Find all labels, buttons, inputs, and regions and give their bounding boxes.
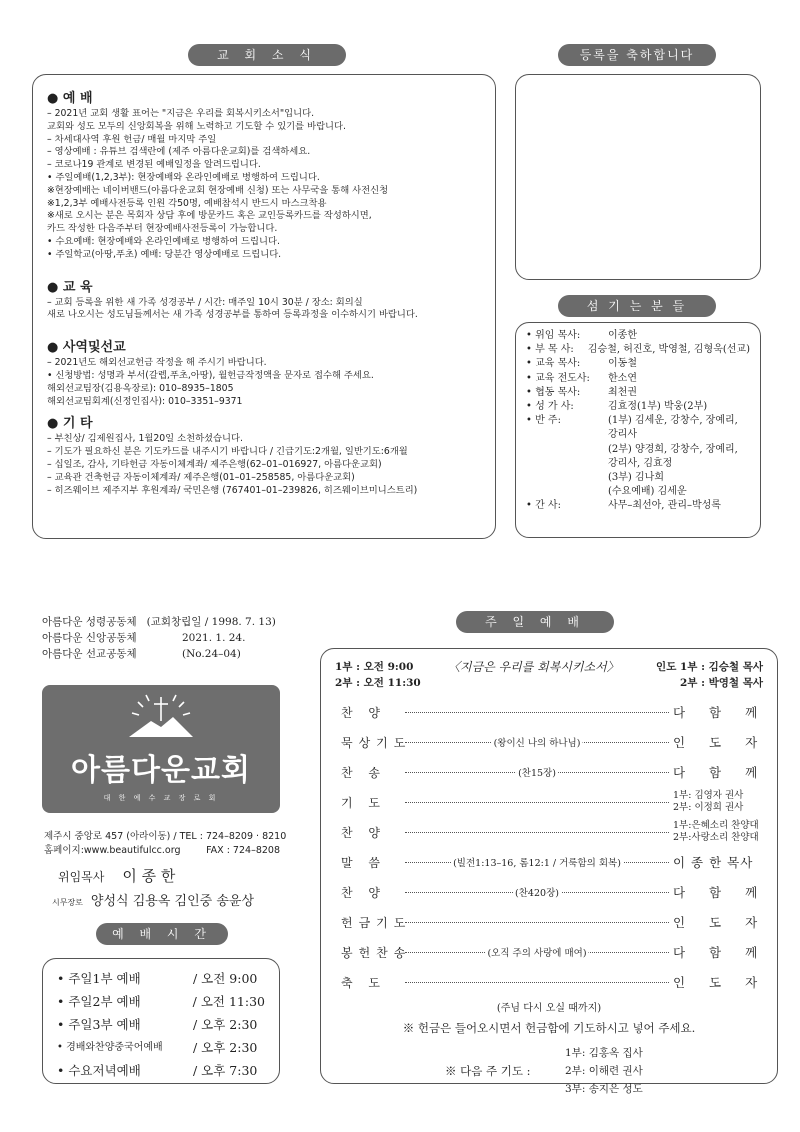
item-dots <box>405 922 669 923</box>
staff-name: 사무–최선아, 관리–박성록 <box>608 500 721 512</box>
item-name: 헌금기도 <box>341 915 412 930</box>
section-worship-title: ● 예 배 <box>47 91 93 106</box>
news-line: – 부친상/ 김제원집사, 1월20일 소천하셨습니다. <box>47 433 243 445</box>
closing-text: (주님 다시 오실 때까지) <box>496 1003 602 1014</box>
staff-name: (2부) 양경희, 강창수, 장예리, <box>608 443 738 455</box>
service-name: • 주일3부 예배 <box>57 1017 141 1032</box>
staff-name: 김승철, 허진호, 박영철, 김형욱(선교) <box>587 344 750 356</box>
staff-role: • 교육 목사: <box>526 358 581 370</box>
news-line: • 주일예배(1,2,3부): 현장예배와 온라인예배로 병행하여 드립니다. <box>47 171 320 183</box>
motto-1: 아름다운 성령공동체 <box>42 616 137 628</box>
item-leader: 인 도 자 <box>673 915 768 930</box>
staff-name: 강리사 <box>608 429 637 441</box>
item-detail: (왕이신 나의 하나님) <box>492 735 583 749</box>
fax-number: FAX : 724–8208 <box>206 845 280 856</box>
item-leader: 인 도 자 <box>673 975 768 990</box>
staff-role: • 성 가 사: <box>526 401 574 413</box>
worship-item <box>341 787 763 817</box>
leader-1: 인도 1부 : 김승철 목사 <box>656 661 763 673</box>
cross-mountain-icon <box>121 693 201 741</box>
news-line: – 기도가 필요하신 분은 기도카드를 내주시기 바랍니다 / 긴급기도:2개월, 일반기도:6개월 <box>47 446 408 458</box>
item-detail: (찬15장) <box>516 765 558 779</box>
section-etc-title: ● 기 타 <box>47 416 93 432</box>
next-prayer-item: 1부: 김홍옥 집사 <box>565 1047 643 1059</box>
item-name: 봉헌찬송 <box>341 945 412 960</box>
church-header <box>42 614 276 662</box>
item-name: 말 씀 <box>341 855 386 870</box>
staff-row <box>526 329 750 343</box>
staff-name: 한소연 <box>608 372 637 384</box>
news-line: – 2021년 교회 생활 표어는 "지금은 우리를 회복시키소서"입니다. <box>47 108 315 119</box>
item-detail: (오직 주의 사랑에 매여) <box>485 945 588 959</box>
service-name: • 수요저녁예배 <box>57 1063 141 1078</box>
service-time-row <box>57 967 265 990</box>
item-dots <box>405 832 669 833</box>
news-header: 교 회 소 식 <box>188 44 346 66</box>
worship-item <box>341 937 768 967</box>
worship-item <box>341 817 763 847</box>
logo-subtitle: 대 한 예 수 교 장 로 회 <box>103 794 219 802</box>
section-worship-list <box>47 108 481 262</box>
next-prayer-item: 2부: 이해련 권사 <box>565 1065 643 1077</box>
section-mission-list <box>47 357 481 408</box>
news-line: 새로 나오시는 성도님들께서는 새 가족 성경공부를 통하여 등록과정을 이수하시기 바랍니다. <box>47 309 418 321</box>
item-leader-2: 2부: 이정희 권사 <box>673 802 744 813</box>
news-line: • 수요예배: 현장예배와 온라인예배로 병행하여 드립니다. <box>47 235 280 247</box>
staff-header: 섬 기 는 분 들 <box>558 295 716 317</box>
worship-item <box>341 847 763 877</box>
item-name: 기 도 <box>341 795 386 810</box>
service-name: • 주일2부 예배 <box>57 994 141 1009</box>
staff-name: 김효정(1부) 박웅(2부) <box>608 401 708 413</box>
staff-role <box>526 471 608 485</box>
staff-role <box>526 443 608 457</box>
pastor-info <box>52 865 255 909</box>
item-leader: 인 도 자 <box>673 735 768 750</box>
item-leader-1: 1부:은혜소리 찬양대 <box>673 820 759 831</box>
staff-box <box>515 322 761 538</box>
staff-row <box>526 457 750 471</box>
item-dots <box>405 947 669 959</box>
news-line: 해외선교팀회계(신정인집사): 010–3351–9371 <box>47 395 243 407</box>
item-name: 찬 양 <box>341 885 386 900</box>
service-name: • 경배와찬양중국어예배 <box>57 1042 163 1053</box>
news-line: – 코로나19 관계로 변경된 예배일정을 알려드립니다. <box>47 159 261 171</box>
worship-items <box>335 697 768 997</box>
pastor-title: 위임목사 <box>58 870 105 884</box>
worship-item <box>341 877 768 907</box>
news-line: – 십일조, 감사, 기타헌금 자동이체계좌/ 제주은행(62–01–016927, 아름다운교회) <box>47 458 382 470</box>
item-name: 묵상기도 <box>341 735 412 750</box>
item-leader: 이 종 한 목사 <box>673 855 754 870</box>
staff-row <box>526 499 750 513</box>
staff-role <box>526 457 608 471</box>
service-time-row <box>57 1059 265 1082</box>
staff-role: • 협동 목사: <box>526 386 581 398</box>
worship-motto: 〈지금은 우리를 회복시키소서〉 <box>448 660 619 674</box>
worship-header: 주 일 예 배 <box>456 611 614 633</box>
staff-name: 이종한 <box>608 330 637 341</box>
item-leader <box>673 790 763 814</box>
item-name: 찬 양 <box>341 825 386 840</box>
founded-date: (교회창립일 / 1998. 7. 13) <box>146 616 276 628</box>
service-time: / 오전 11:30 <box>192 994 265 1009</box>
register-header: 등록을 축하합니다 <box>558 44 716 66</box>
staff-name: 이동철 <box>608 358 637 370</box>
staff-role: • 부 목 사: <box>526 344 574 356</box>
service-time: / 오후 7:30 <box>193 1063 258 1078</box>
staff-role <box>526 428 608 442</box>
bulletin-date: 2021. 1. 24. <box>182 632 246 644</box>
staff-row <box>526 443 750 457</box>
news-line: 카드 작성한 다음주부터 현장예배사전등록이 가능합니다. <box>47 223 278 235</box>
offering-note: ※ 헌금은 들어오시면서 헌금함에 기도하시고 넣어 주세요. <box>402 1021 696 1035</box>
staff-name: 최천권 <box>608 386 637 398</box>
worship-times-box <box>42 958 280 1084</box>
item-dots <box>405 887 669 899</box>
news-line: – 2021년도 해외선교헌금 작정을 해 주시기 바랍니다. <box>47 357 267 369</box>
item-leader-2: 2부:사랑소리 찬양대 <box>673 832 759 843</box>
section-education-list <box>47 297 481 323</box>
register-box <box>515 74 761 280</box>
news-line: – 교회 등록을 위한 새 가족 성경공부 / 시간: 매주일 10시 30분 / 장소: 회의실 <box>47 296 363 308</box>
service-time-1: 1부 : 오전 9:00 <box>335 661 414 673</box>
item-leader <box>673 820 763 844</box>
service-time-row <box>57 1013 265 1036</box>
staff-role: • 간 사: <box>526 500 561 512</box>
item-detail: (빌전1:13–16, 롬12:1 / 거룩함의 회복) <box>451 855 623 869</box>
homepage-link[interactable]: 홈페이지:www.beautifulcc.org <box>44 845 181 856</box>
staff-row <box>526 372 750 386</box>
staff-name: 강리사, 김효정 <box>608 457 673 469</box>
item-leader: 다 함 께 <box>673 765 768 780</box>
news-line: – 차세대사역 후원 헌금/ 매월 마지막 주일 <box>47 133 217 145</box>
staff-row <box>526 357 750 371</box>
address: 제주시 중앙로 457 (아라이동) / TEL : 724–8209 · 8210 <box>44 831 287 842</box>
pastor-name: 이 종 한 <box>122 867 176 885</box>
news-line: – 히즈웨이브 제주지부 후원계좌/ 국민은행 (767401–01–239826, 히즈웨이브미니스트리) <box>47 484 418 496</box>
staff-name: (3부) 김나희 <box>608 472 664 484</box>
item-name: 찬 송 <box>341 765 386 780</box>
news-line: 해외선교팀장(김용옥장로): 010–8935–1805 <box>47 382 234 394</box>
section-mission-title: ● 사역및선교 <box>47 340 126 356</box>
issue-number: (No.24–04) <box>182 648 241 660</box>
motto-3: 아름다운 선교공동체 <box>42 648 137 660</box>
service-time-row <box>57 1036 265 1059</box>
item-leader: 다 함 께 <box>673 705 768 720</box>
staff-row <box>526 400 750 414</box>
item-name: 축 도 <box>341 975 386 990</box>
news-line: – 영상예배 : 유튜브 검색란에 (제주 아름다운교회)를 검색하세요. <box>47 146 311 158</box>
next-prayer-label: ※ 다음 주 기도 : <box>445 1064 531 1078</box>
elders-title: 시무장로 <box>52 898 83 907</box>
staff-name: (1부) 김세운, 강창수, 장예리, <box>608 415 738 427</box>
news-line: • 주일학교(아땅,푸초) 예배: 당분간 영상예배로 드립니다. <box>47 248 282 260</box>
staff-role: • 반 주: <box>526 415 561 427</box>
service-time-row <box>57 990 265 1013</box>
news-box <box>32 74 496 539</box>
staff-row <box>526 471 750 485</box>
contact-info <box>44 830 286 858</box>
news-line: ※1,2,3부 예배사전등록 인원 각50명, 예배참석시 반드시 마스크착용 <box>47 197 327 209</box>
news-line: ※새로 오시는 분은 목회자 상담 후에 방문카드 혹은 교인등록카드를 작성하시면, <box>47 210 372 222</box>
staff-name: (수요예배) 김세운 <box>608 486 687 498</box>
worship-item <box>341 967 768 997</box>
worship-order-box <box>320 648 778 1095</box>
elders-names: 양성식 김용옥 김인중 송윤상 <box>90 894 255 909</box>
staff-role: • 위임 목사: <box>526 330 581 341</box>
item-dots <box>405 982 669 983</box>
staff-row <box>526 485 750 499</box>
item-name: 찬 양 <box>341 705 386 720</box>
news-line: ※현장예배는 네이버밴드(아름다운교회 현장예배 신청) 또는 사무국을 통해 사전신청 <box>47 184 389 196</box>
section-etc-list <box>47 433 481 497</box>
service-time: / 오후 2:30 <box>193 1040 258 1055</box>
leader-2: 2부 : 박영철 목사 <box>679 677 763 689</box>
staff-role: • 교육 전도사: <box>526 372 590 384</box>
item-leader: 다 함 께 <box>673 885 768 900</box>
item-dots <box>405 737 669 749</box>
news-line: 교회와 성도 모두의 신앙회복을 위해 노력하고 기도할 수 있기를 바랍니다. <box>47 120 346 132</box>
item-leader: 다 함 께 <box>673 945 768 960</box>
worship-item <box>341 757 768 787</box>
worship-item <box>341 727 768 757</box>
item-dots <box>405 857 669 869</box>
service-name: • 주일1부 예배 <box>57 971 141 986</box>
worship-item <box>341 697 768 727</box>
staff-row <box>526 343 750 357</box>
item-dots <box>405 767 669 779</box>
news-line: • 신청방법: 성명과 부서(갈렙,푸초,아땅), 월헌금작정액을 문자로 접수해 주세요. <box>47 369 374 381</box>
item-dots <box>405 802 669 803</box>
staff-role <box>526 485 608 499</box>
logo-church-name: 아름다운교회 <box>71 753 251 788</box>
church-logo <box>42 685 280 813</box>
service-time: / 오전 9:00 <box>193 971 258 986</box>
section-education-title: ● 교 육 <box>47 279 93 295</box>
staff-row <box>526 428 750 442</box>
next-prayer-list <box>565 1044 643 1098</box>
item-dots <box>405 712 669 713</box>
item-leader-1: 1부: 김영자 권사 <box>673 790 744 801</box>
service-time-2: 2부 : 오전 11:30 <box>335 677 421 689</box>
staff-row <box>526 414 750 428</box>
news-line: – 교육관 건축헌금 자동이체계좌/ 제주은행(01–01–258585, 아름다운교회) <box>47 471 355 483</box>
worship-item <box>341 907 768 937</box>
times-header: 예 배 시 간 <box>96 923 228 945</box>
next-prayer-item: 3부: 송지은 성도 <box>565 1083 643 1095</box>
motto-2: 아름다운 신앙공동체 <box>42 632 137 644</box>
staff-row <box>526 386 750 400</box>
item-detail: (찬420장) <box>513 885 561 899</box>
service-time: / 오후 2:30 <box>193 1017 258 1032</box>
